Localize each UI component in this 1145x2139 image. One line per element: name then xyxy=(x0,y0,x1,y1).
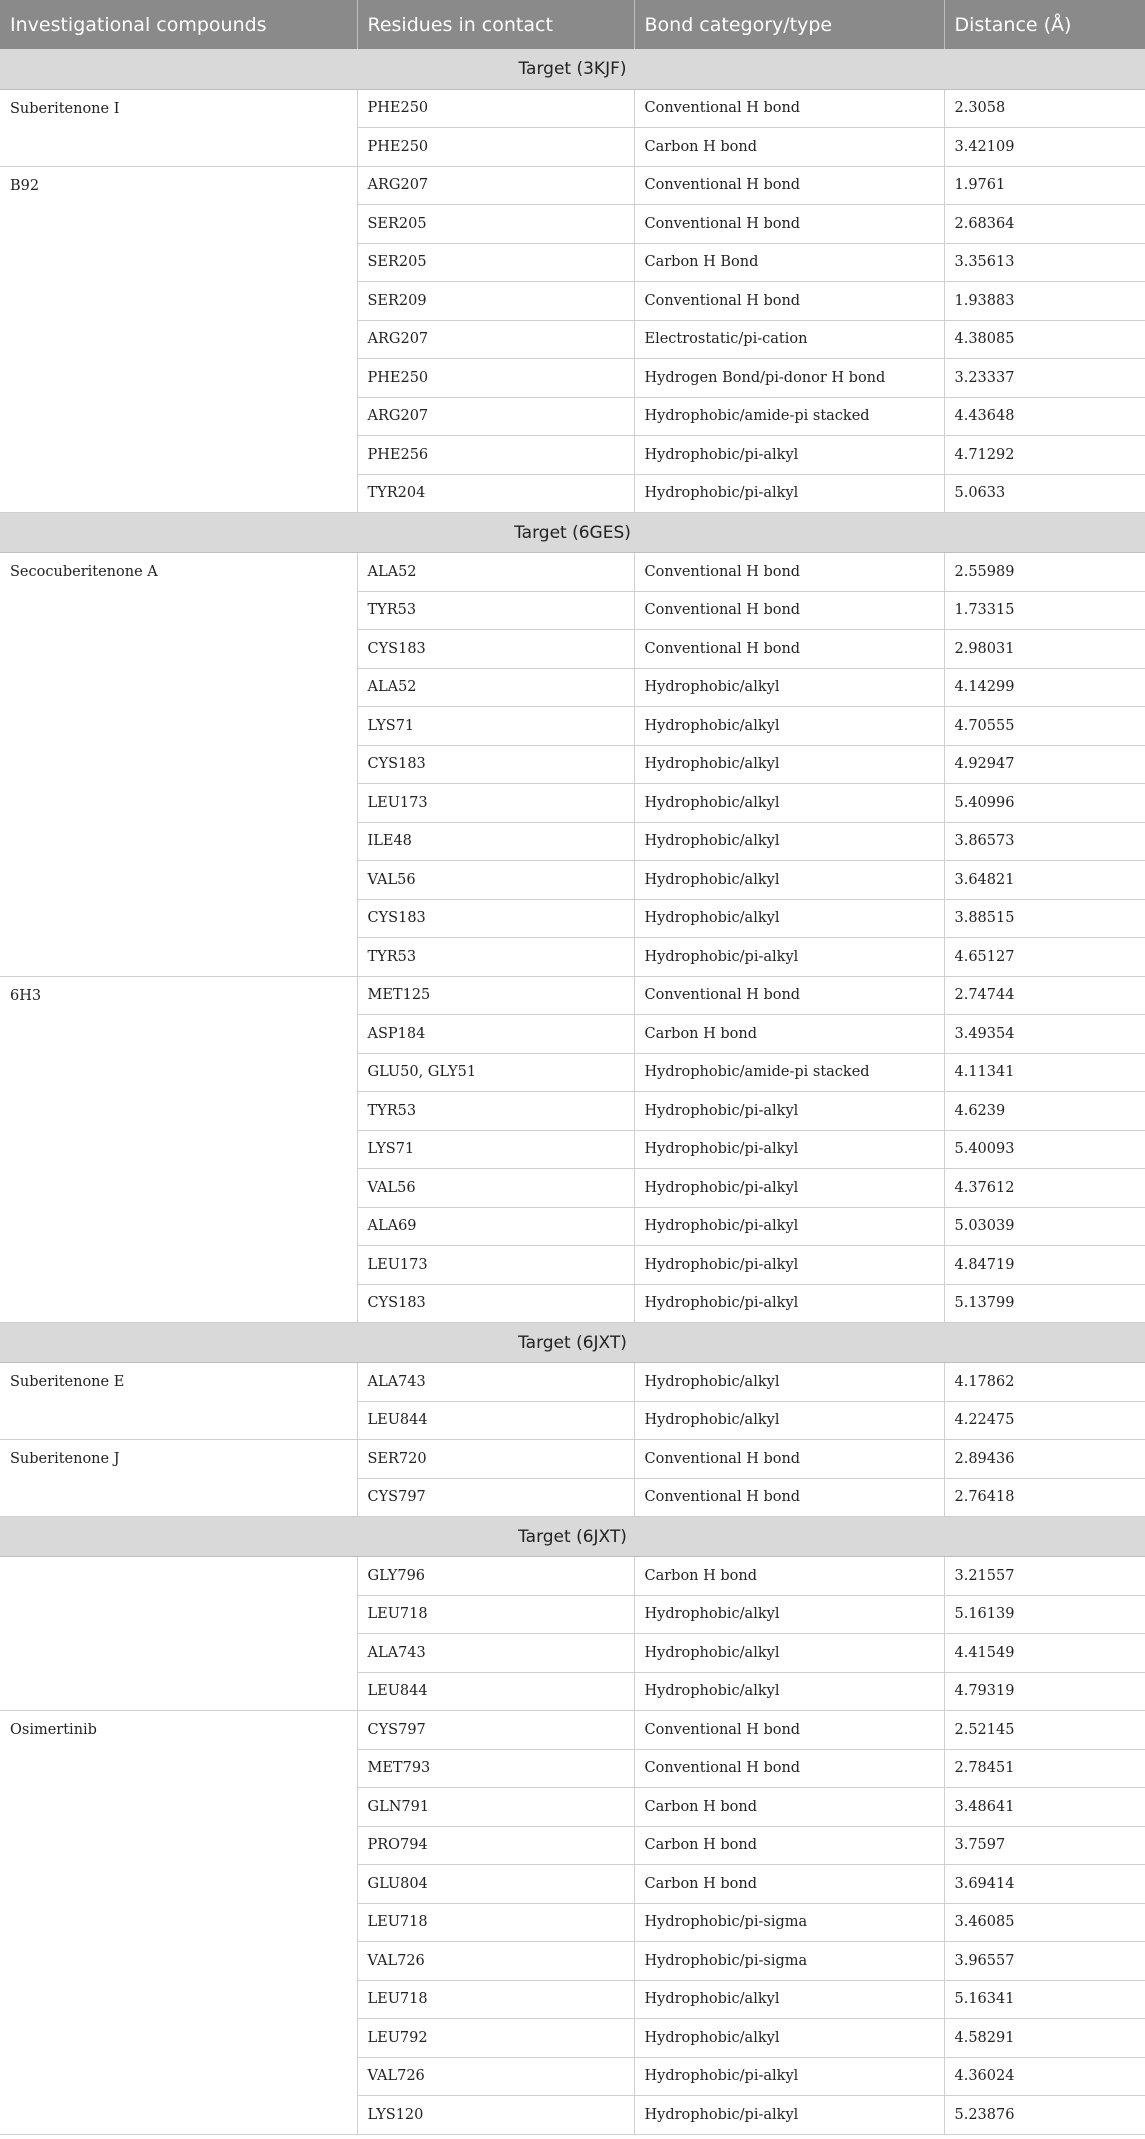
residue-cell: LEU718 xyxy=(357,1903,634,1942)
distance-cell: 4.38085 xyxy=(944,320,1145,359)
compound-name: Suberitenone E xyxy=(0,1363,357,1440)
residue-cell: ARG207 xyxy=(357,397,634,436)
distance-cell: 4.22475 xyxy=(944,1401,1145,1440)
residue-cell: ALA743 xyxy=(357,1634,634,1673)
bond-type-cell: Hydrophobic/pi-sigma xyxy=(634,1903,944,1942)
table-row xyxy=(0,89,1145,128)
residue-cell: PHE250 xyxy=(357,128,634,167)
distance-cell: 2.74744 xyxy=(944,976,1145,1015)
distance-cell: 3.42109 xyxy=(944,128,1145,167)
target-section-label: Target (6JXT) xyxy=(0,1517,1145,1557)
compound-name: Suberitenone I xyxy=(0,89,357,166)
distance-cell: 4.17862 xyxy=(944,1363,1145,1402)
bond-type-cell: Hydrophobic/alkyl xyxy=(634,1672,944,1711)
distance-cell: 2.76418 xyxy=(944,1478,1145,1517)
distance-cell: 2.68364 xyxy=(944,205,1145,244)
residue-cell: VAL726 xyxy=(357,1942,634,1981)
compound-name xyxy=(0,1557,357,1711)
distance-cell: 3.21557 xyxy=(944,1557,1145,1596)
bond-type-cell: Hydrophobic/alkyl xyxy=(634,784,944,823)
header-bond-type: Bond category/type xyxy=(634,0,944,49)
residue-cell: TYR53 xyxy=(357,1092,634,1131)
residue-cell: MET793 xyxy=(357,1749,634,1788)
residue-cell: SER205 xyxy=(357,205,634,244)
residue-cell: VAL56 xyxy=(357,861,634,900)
bond-type-cell: Hydrophobic/pi-alkyl xyxy=(634,2057,944,2096)
bond-type-cell: Carbon H bond xyxy=(634,1826,944,1865)
bond-type-cell: Conventional H bond xyxy=(634,1749,944,1788)
distance-cell: 4.37612 xyxy=(944,1169,1145,1208)
bond-type-cell: Hydrophobic/alkyl xyxy=(634,822,944,861)
distance-cell: 2.98031 xyxy=(944,630,1145,669)
residue-cell: LEU173 xyxy=(357,1246,634,1285)
residue-cell: CYS797 xyxy=(357,1711,634,1750)
distance-cell: 5.16139 xyxy=(944,1595,1145,1634)
compound-name: Osimertinib xyxy=(0,1711,357,2135)
bond-type-cell: Hydrophobic/pi-sigma xyxy=(634,1942,944,1981)
target-section-row xyxy=(0,1323,1145,1363)
header-compounds: Investigational compounds xyxy=(0,0,357,49)
distance-cell: 4.41549 xyxy=(944,1634,1145,1673)
residue-cell: SER205 xyxy=(357,243,634,282)
bond-type-cell: Carbon H bond xyxy=(634,128,944,167)
bond-type-cell: Hydrophobic/alkyl xyxy=(634,861,944,900)
distance-cell: 4.70555 xyxy=(944,707,1145,746)
residue-cell: PRO794 xyxy=(357,1826,634,1865)
distance-cell: 4.79319 xyxy=(944,1672,1145,1711)
residue-cell: GLU50, GLY51 xyxy=(357,1053,634,1092)
bond-type-cell: Conventional H bond xyxy=(634,630,944,669)
residue-cell: GLN791 xyxy=(357,1788,634,1827)
table-row xyxy=(0,1440,1145,1479)
bond-type-cell: Hydrophobic/alkyl xyxy=(634,1634,944,1673)
distance-cell: 4.65127 xyxy=(944,938,1145,977)
bond-type-cell: Hydrophobic/alkyl xyxy=(634,707,944,746)
bond-type-cell: Carbon H Bond xyxy=(634,243,944,282)
target-section-row xyxy=(0,513,1145,553)
bond-type-cell: Conventional H bond xyxy=(634,1440,944,1479)
bond-type-cell: Conventional H bond xyxy=(634,1711,944,1750)
residue-cell: TYR53 xyxy=(357,938,634,977)
distance-cell: 5.40093 xyxy=(944,1130,1145,1169)
residue-cell: CYS183 xyxy=(357,899,634,938)
bond-type-cell: Carbon H bond xyxy=(634,1557,944,1596)
distance-cell: 2.52145 xyxy=(944,1711,1145,1750)
compound-name: Secocuberitenone A xyxy=(0,553,357,977)
distance-cell: 4.6239 xyxy=(944,1092,1145,1131)
distance-cell: 4.14299 xyxy=(944,668,1145,707)
residue-cell: MET125 xyxy=(357,976,634,1015)
distance-cell: 1.93883 xyxy=(944,282,1145,321)
header-distance: Distance (Å) xyxy=(944,0,1145,49)
target-section-row xyxy=(0,49,1145,89)
bond-type-cell: Carbon H bond xyxy=(634,1865,944,1904)
residue-cell: PHE250 xyxy=(357,359,634,398)
residue-cell: CYS183 xyxy=(357,630,634,669)
residue-cell: ALA52 xyxy=(357,668,634,707)
distance-cell: 2.89436 xyxy=(944,1440,1145,1479)
residue-cell: LEU844 xyxy=(357,1401,634,1440)
header-residues: Residues in contact xyxy=(357,0,634,49)
distance-cell: 3.23337 xyxy=(944,359,1145,398)
residue-cell: GLU804 xyxy=(357,1865,634,1904)
compound-name: B92 xyxy=(0,166,357,513)
residue-cell: LYS71 xyxy=(357,1130,634,1169)
distance-cell: 2.55989 xyxy=(944,553,1145,592)
table-row xyxy=(0,1711,1145,1750)
bond-type-cell: Conventional H bond xyxy=(634,205,944,244)
residue-cell: LEU718 xyxy=(357,1595,634,1634)
bond-type-cell: Hydrophobic/alkyl xyxy=(634,1595,944,1634)
bond-type-cell: Conventional H bond xyxy=(634,166,944,205)
residue-cell: LYS71 xyxy=(357,707,634,746)
bond-type-cell: Electrostatic/pi-cation xyxy=(634,320,944,359)
distance-cell: 3.69414 xyxy=(944,1865,1145,1904)
distance-cell: 3.48641 xyxy=(944,1788,1145,1827)
residue-cell: CYS183 xyxy=(357,1284,634,1323)
bond-type-cell: Hydrophobic/pi-alkyl xyxy=(634,2096,944,2135)
bond-type-cell: Conventional H bond xyxy=(634,976,944,1015)
table-row xyxy=(0,976,1145,1015)
compound-name: 6H3 xyxy=(0,976,357,1323)
residue-cell: ARG207 xyxy=(357,320,634,359)
bond-type-cell: Hydrophobic/pi-alkyl xyxy=(634,938,944,977)
bond-type-cell: Conventional H bond xyxy=(634,282,944,321)
bond-type-cell: Conventional H bond xyxy=(634,89,944,128)
bond-type-cell: Hydrophobic/alkyl xyxy=(634,1980,944,2019)
header-row xyxy=(0,0,1145,49)
distance-cell: 3.88515 xyxy=(944,899,1145,938)
bond-type-cell: Hydrophobic/alkyl xyxy=(634,1363,944,1402)
residue-cell: GLY796 xyxy=(357,1557,634,1596)
target-section-label: Target (3KJF) xyxy=(0,49,1145,89)
residue-cell: ARG207 xyxy=(357,166,634,205)
bond-type-cell: Carbon H bond xyxy=(634,1788,944,1827)
distance-cell: 4.58291 xyxy=(944,2019,1145,2058)
compound-name: Suberitenone J xyxy=(0,1440,357,1517)
bond-type-cell: Hydrogen Bond/pi-donor H bond xyxy=(634,359,944,398)
residue-cell: ILE48 xyxy=(357,822,634,861)
distance-cell: 2.78451 xyxy=(944,1749,1145,1788)
bond-type-cell: Hydrophobic/pi-alkyl xyxy=(634,1092,944,1131)
residue-cell: LEU173 xyxy=(357,784,634,823)
table-row xyxy=(0,1363,1145,1402)
bond-type-cell: Hydrophobic/pi-alkyl xyxy=(634,436,944,475)
distance-cell: 4.43648 xyxy=(944,397,1145,436)
bond-type-cell: Conventional H bond xyxy=(634,1478,944,1517)
residue-cell: TYR204 xyxy=(357,474,634,513)
distance-cell: 3.35613 xyxy=(944,243,1145,282)
residue-cell: ALA52 xyxy=(357,553,634,592)
distance-cell: 5.13799 xyxy=(944,1284,1145,1323)
target-section-label: Target (6GES) xyxy=(0,513,1145,553)
table-body xyxy=(0,49,1145,2134)
bond-type-cell: Hydrophobic/amide-pi stacked xyxy=(634,397,944,436)
bond-type-cell: Conventional H bond xyxy=(634,553,944,592)
bond-type-cell: Hydrophobic/alkyl xyxy=(634,668,944,707)
distance-cell: 5.0633 xyxy=(944,474,1145,513)
bond-type-cell: Hydrophobic/alkyl xyxy=(634,899,944,938)
bond-type-cell: Hydrophobic/pi-alkyl xyxy=(634,1169,944,1208)
bond-type-cell: Hydrophobic/alkyl xyxy=(634,1401,944,1440)
residue-cell: CYS797 xyxy=(357,1478,634,1517)
distance-cell: 3.96557 xyxy=(944,1942,1145,1981)
bond-type-cell: Hydrophobic/alkyl xyxy=(634,745,944,784)
residue-cell: SER720 xyxy=(357,1440,634,1479)
distance-cell: 3.7597 xyxy=(944,1826,1145,1865)
distance-cell: 4.36024 xyxy=(944,2057,1145,2096)
distance-cell: 5.03039 xyxy=(944,1207,1145,1246)
table-row xyxy=(0,166,1145,205)
table-header xyxy=(0,0,1145,49)
target-section-label: Target (6JXT) xyxy=(0,1323,1145,1363)
bond-type-cell: Hydrophobic/pi-alkyl xyxy=(634,1207,944,1246)
distance-cell: 3.64821 xyxy=(944,861,1145,900)
residue-cell: ALA69 xyxy=(357,1207,634,1246)
distance-cell: 4.92947 xyxy=(944,745,1145,784)
target-section-row xyxy=(0,1517,1145,1557)
residue-cell: TYR53 xyxy=(357,591,634,630)
distance-cell: 4.84719 xyxy=(944,1246,1145,1285)
distance-cell: 4.11341 xyxy=(944,1053,1145,1092)
residue-cell: SER209 xyxy=(357,282,634,321)
distance-cell: 3.86573 xyxy=(944,822,1145,861)
distance-cell: 1.73315 xyxy=(944,591,1145,630)
bond-type-cell: Hydrophobic/pi-alkyl xyxy=(634,1284,944,1323)
bond-type-cell: Carbon H bond xyxy=(634,1015,944,1054)
distance-cell: 5.16341 xyxy=(944,1980,1145,2019)
distance-cell: 4.71292 xyxy=(944,436,1145,475)
distance-cell: 2.3058 xyxy=(944,89,1145,128)
bond-type-cell: Hydrophobic/amide-pi stacked xyxy=(634,1053,944,1092)
distance-cell: 3.49354 xyxy=(944,1015,1145,1054)
bond-type-cell: Conventional H bond xyxy=(634,591,944,630)
residue-cell: PHE250 xyxy=(357,89,634,128)
distance-cell: 3.46085 xyxy=(944,1903,1145,1942)
residue-cell: CYS183 xyxy=(357,745,634,784)
distance-cell: 5.23876 xyxy=(944,2096,1145,2135)
distance-cell: 5.40996 xyxy=(944,784,1145,823)
table-row xyxy=(0,1557,1145,1596)
residue-cell: ALA743 xyxy=(357,1363,634,1402)
bond-type-cell: Hydrophobic/alkyl xyxy=(634,2019,944,2058)
residue-cell: ASP184 xyxy=(357,1015,634,1054)
residue-cell: LEU792 xyxy=(357,2019,634,2058)
residue-cell: VAL56 xyxy=(357,1169,634,1208)
residue-cell: LYS120 xyxy=(357,2096,634,2135)
bond-type-cell: Hydrophobic/pi-alkyl xyxy=(634,1246,944,1285)
residue-cell: LEU718 xyxy=(357,1980,634,2019)
residue-cell: VAL726 xyxy=(357,2057,634,2096)
bond-type-cell: Hydrophobic/pi-alkyl xyxy=(634,474,944,513)
bond-type-cell: Hydrophobic/pi-alkyl xyxy=(634,1130,944,1169)
residue-cell: PHE256 xyxy=(357,436,634,475)
residue-cell: LEU844 xyxy=(357,1672,634,1711)
distance-cell: 1.9761 xyxy=(944,166,1145,205)
table-row xyxy=(0,553,1145,592)
